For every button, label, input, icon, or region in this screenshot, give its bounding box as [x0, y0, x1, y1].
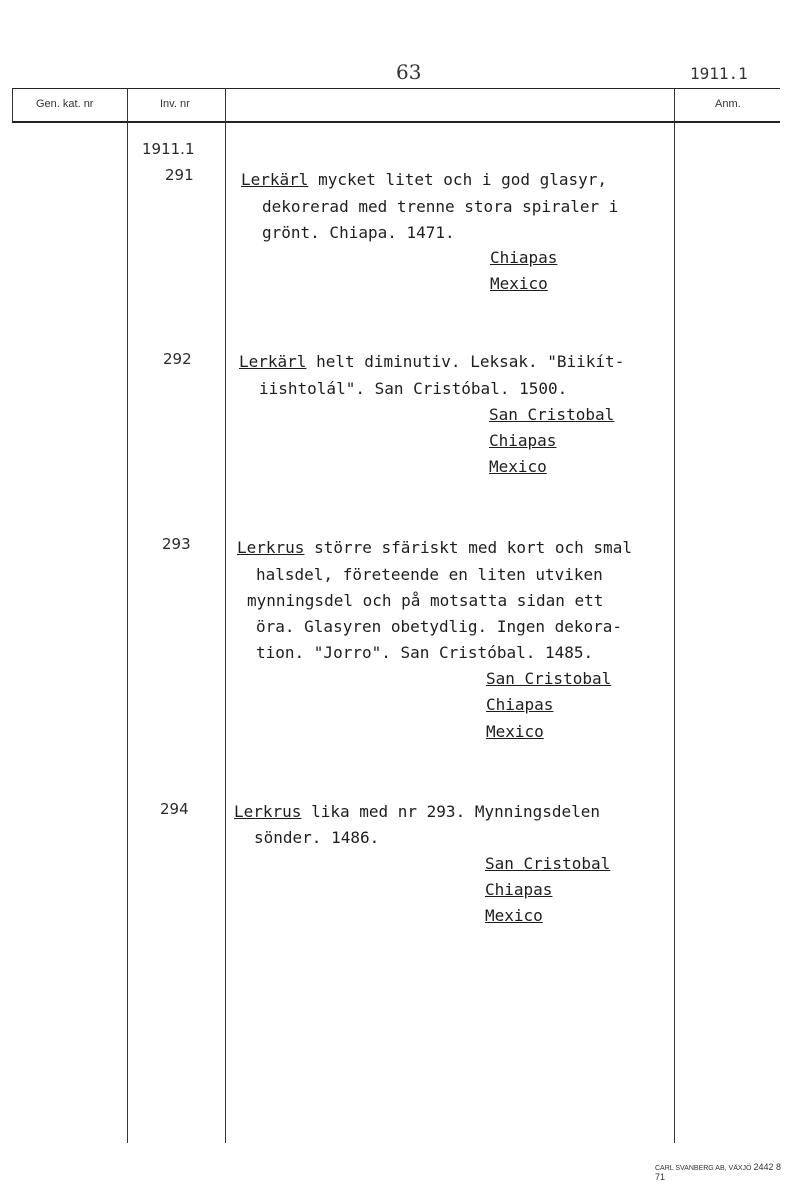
entry-text: helt diminutiv. Leksak. "Biikít- — [306, 352, 625, 371]
corner-year: 1911.1 — [690, 64, 748, 83]
place-label: Chiapas — [489, 431, 557, 450]
place-label: San Cristobal — [486, 669, 612, 688]
place-label: Chiapas — [486, 695, 554, 714]
entry-text-line: sönder. 1486. — [254, 828, 380, 847]
inventory-number: 292 — [163, 350, 192, 368]
entry-text-line: halsdel, företeende en liten utviken — [256, 565, 603, 584]
entry-text: lika med nr 293. Mynningsdelen — [301, 802, 601, 821]
entry-title: Lerkärl — [241, 170, 309, 189]
entry-text-line: grönt. Chiapa. 1471. — [262, 223, 455, 242]
column-divider-2 — [127, 88, 128, 1143]
entry-title: Lerkrus — [237, 538, 305, 557]
inventory-year: 1911.1 — [142, 140, 195, 158]
entry-text-line: tion. "Jorro". San Cristóbal. 1485. — [256, 643, 594, 662]
entry-text: mycket litet och i god glasyr, — [308, 170, 608, 189]
place-label: Mexico — [485, 906, 543, 925]
entry-title: Lerkärl — [239, 352, 307, 371]
header-inv-nr: Inv. nr — [160, 98, 190, 110]
header-anm: Anm. — [715, 98, 741, 110]
entry-text-line: iishtolál". San Cristóbal. 1500. — [259, 379, 568, 398]
entry-text-line: mynningsdel och på motsatta sidan ett — [247, 591, 604, 610]
inventory-number: 291 — [165, 166, 194, 184]
entry-text-line — [237, 538, 632, 557]
place-label: Chiapas — [490, 248, 558, 267]
printer-name: CARL SVANBERG AB, VÄXJÖ — [655, 1165, 752, 1172]
inventory-number: 294 — [160, 800, 189, 818]
header-gen-kat-nr: Gen. kat. nr — [36, 98, 94, 110]
entry-title: Lerkrus — [234, 802, 302, 821]
column-divider-4 — [674, 88, 675, 1143]
entry-text-line — [239, 352, 624, 371]
entry-text: större sfäriskt med kort och smal — [304, 538, 632, 557]
entry-text-line: öra. Glasyren obetydlig. Ingen dekora- — [256, 617, 623, 636]
place-label: San Cristobal — [485, 854, 611, 873]
entry-text-line — [241, 170, 607, 189]
page-number: 63 — [396, 60, 422, 84]
place-label: Mexico — [489, 457, 547, 476]
entry-text-line: dekorerad med trenne stora spiraler i — [262, 197, 619, 216]
place-label: San Cristobal — [489, 405, 615, 424]
place-label: Chiapas — [485, 880, 553, 899]
column-divider-3 — [225, 88, 226, 1143]
inventory-number: 293 — [162, 535, 191, 553]
place-label: Mexico — [486, 722, 544, 741]
column-divider-1 — [12, 88, 13, 122]
printer-imprint — [655, 1162, 786, 1182]
place-label: Mexico — [490, 274, 548, 293]
entry-text-line — [234, 802, 600, 821]
form-code: 2442 8 71 — [655, 1162, 781, 1182]
